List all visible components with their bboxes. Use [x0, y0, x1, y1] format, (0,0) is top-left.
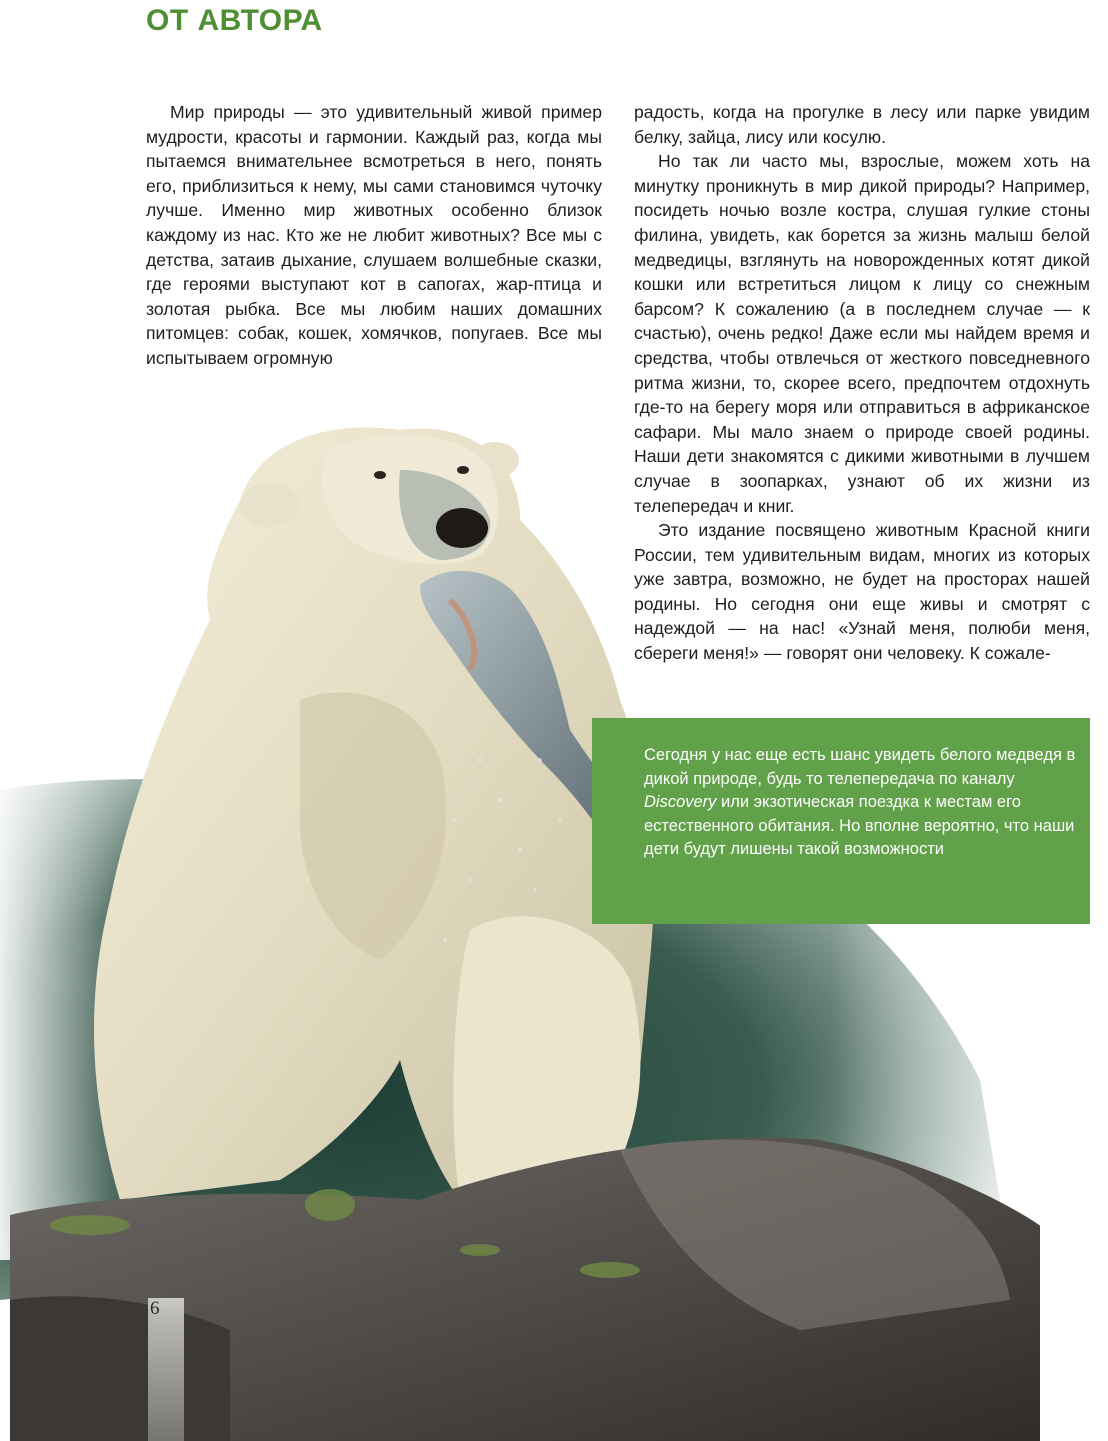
paragraph: радость, когда на прогулке в лесу или парке увидим белку, зайца, лису или косулю. [634, 102, 1090, 147]
photo-caption [644, 744, 1084, 862]
page-number: 6 [150, 1298, 160, 1319]
paragraph: Это издание посвящено животным Красной книги России, тем удивительным видам, многих из которых уже завтра, возможно, не будет на просторах нашей родины. Но сегодня они еще живы и смотрят с надеждой — на нас! «Узнай меня, полюби меня, сбереги меня!» — говорят они человеку. К сожале- [634, 520, 1090, 664]
paragraph: Мир природы — это удивительный живой пример мудрости, красоты и гармонии. Каждый раз, когда мы пытаемся внимательнее всмотреться в него, понять его, приблизиться к нему, мы сами становимся чуточку лучше. Именно мир животных особенно близок каждому из нас. Кто же не любит животных? Все мы с детства, затаив дыхание, слушаем волшебные сказки, где героями выступают кот в сапогах, жар-птица и золотая рыбка. Все мы любим наших домашних питомцев: собак, кошек, хомячков, попугаев. Все мы испытываем огромную [146, 102, 602, 368]
caption-text-before: Сегодня у нас еще есть шанс увидеть белого медведя в дикой природе, будь то телепередача по каналу [644, 746, 1076, 788]
left-text-column [146, 100, 602, 371]
caption-text-italic: Discovery [644, 793, 717, 812]
caption-text-after: или экзотическая поездка к местам его естественного обитания. Но вполне вероятно, что наши дети будут лишены такой возможности [644, 793, 1075, 859]
paragraph: Но так ли часто мы, взрослые, можем хоть на минутку проникнуть в мир дикой природы? Например, посидеть ночью возле костра, слушая гулкие стоны филина, увидеть, как борется за жизнь малыш белой медведицы, взглянуть на новорожденных котят дикой кошки или встретиться лицом к лицу со снежным барсом? К сожалению (а в последнем случае — к счастью), очень редко! Даже если мы найдем время и средства, чтобы отвлечься от жесткого повседневного ритма жизни, то, скорее всего, предпочтем отдохнуть где-то на берегу моря или отправиться в африканское сафари. Мы мало знаем о природе своей родины. Наши дети знакомятся с дикими животными в лучшем случае в зоопарках, узнают об их жизни из телепередач и книг. [634, 151, 1090, 516]
page-title: ОТ АВТОРА [146, 4, 323, 37]
